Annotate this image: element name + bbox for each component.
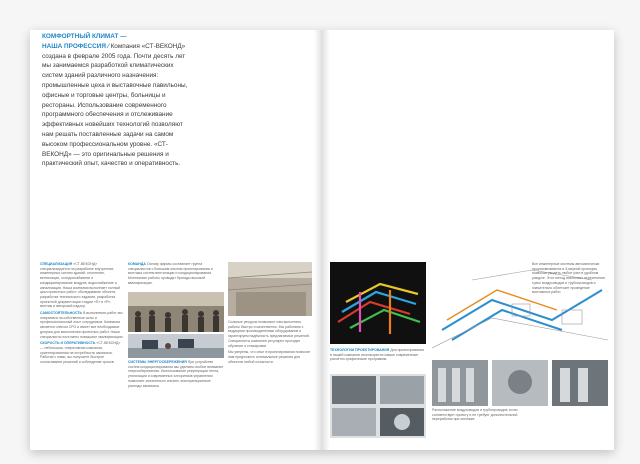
equipment-photos (330, 374, 426, 438)
right-col2-upper (330, 348, 426, 364)
left-column-2 (128, 262, 224, 288)
right-col-text-1 (228, 320, 312, 366)
speed-heading: СКОРОСТЬ И ОПЕРАТИВНОСТЬ (40, 341, 96, 346)
right-col1-text: Сильные ресурсы позволяют нам выполнять работы быстро и качественно. Мы работаем с ведущими производителями оборудования и гарантируем надёжность предлагаемых решений. Специалисты компании регулярно проходят обучение и стажировки. (228, 320, 310, 348)
self-text: В выполнении работ мы опираемся на собственные силы и профессиональный опыт сотрудников. Компания является членом СРО и имеет все необходимые допуски для выполнения проектных работ. Наши специалисты постоянно повышают квалификацию. (40, 311, 124, 339)
team-text: Основу фирмы составляет группа специалистов с большим опытом проектирования и монтажа систем вентиляции и кондиционирования. Монтажные работы проводят бригады высокой квалификации. (128, 262, 213, 285)
spec-heading: СПЕЦИАЛИЗАЦИЯ (40, 262, 73, 266)
energy-text: При устройстве систем кондиционирования мы уделяем особое внимание энергосбережению. Использование рекуперации тепла, утилизации и современных алгоритмов управления позволяет значительно снизить эксплуатационные расходы заказчика. (128, 360, 224, 388)
slash-icon: ⁄ (107, 42, 109, 50)
intro-block (42, 32, 190, 169)
speed-text: «СТ-ВЕКОНД» — небольшая, оперативная компания, ориентированная на потребности заказчика. Работая с нами, вы получаете быстрое согласование решений и соблюдение сроков. (40, 341, 121, 365)
tech-heading: ТЕХНОЛОГИИ ПРОЕКТИРОВАНИЯ (330, 348, 390, 352)
team-heading: КОМАНДА (128, 262, 146, 266)
energy-heading: СИСТЕМЫ ЭНЕРГОСБЕРЕЖЕНИЯ (128, 360, 187, 364)
right-col3 (532, 262, 608, 297)
right-page (322, 30, 614, 450)
industrial-photos (432, 360, 608, 406)
left-column-1 (40, 262, 124, 367)
office-photo (128, 334, 224, 358)
intro-heading-line2: НАША ПРОФЕССИЯ (42, 42, 106, 50)
right-col1-text2: Мы уверены, что опыт в проектировании позволит нам предложить оптимальные решения для объектов любой сложности. (228, 350, 311, 364)
spec-text: «СТ-ВЕКОНД» специализируется на разработке внутренних инженерных систем зданий: отопление, вентиляция, холодоснабжение и кондиционирование воздуха, водоснабжение и канализация. Наша компания выполняет полный цикл проектных работ: обследование объекта, разработка технического задания, разработка проектной документации стадии «П» и «Р», монтаж и авторский надзор. (40, 262, 121, 309)
intro-lead: Компания «СТ-ВЕКОНД» создана в феврале 2005 года. Почти десять лет мы занимаемся разработкой климатических систем зданий различного назначения: промышленные цеха и выставочные павильоны, офисные и торговые центры, больницы и рестораны. Использование современного программного обеспечения и отслеживание эффективных новейших технологий позволяют нам решать поставленные задачи на самом высоком профессиональном уровне. «СТ-ВЕКОНД» — это оригинальные решения и практический опыт, качество и оперативность. (42, 42, 188, 168)
drawing-caption: Расположение воздуховодов и трубопроводов точно соответствует проекту и не требует дополнительной переработки при монтаже. (432, 408, 518, 422)
crowd-photo (128, 292, 224, 332)
left-page (30, 30, 322, 450)
brochure-spread (30, 30, 614, 450)
tech-text: Для проектирования в нашей компании используются самые современные расчётно-графические программы. (330, 348, 424, 362)
left-column-2-lower (128, 360, 224, 390)
intro-heading-line1: КОМФОРТНЫЙ КЛИМАТ — (42, 33, 127, 40)
hall-interior-photo (228, 262, 312, 316)
right-col3-text: Все инженерные системы автоматически прорисовываются в 3-мерной проекции, позволяя увидеть любое узел в удобном ракурсе. Этот метод исключает пересечения трасс воздуховодов и трубопроводов и значительно облегчает проведение монтажных работ. (532, 262, 605, 295)
3d-model-render (330, 262, 426, 344)
self-heading: САМОСТОЯТЕЛЬНОСТЬ (40, 311, 83, 316)
